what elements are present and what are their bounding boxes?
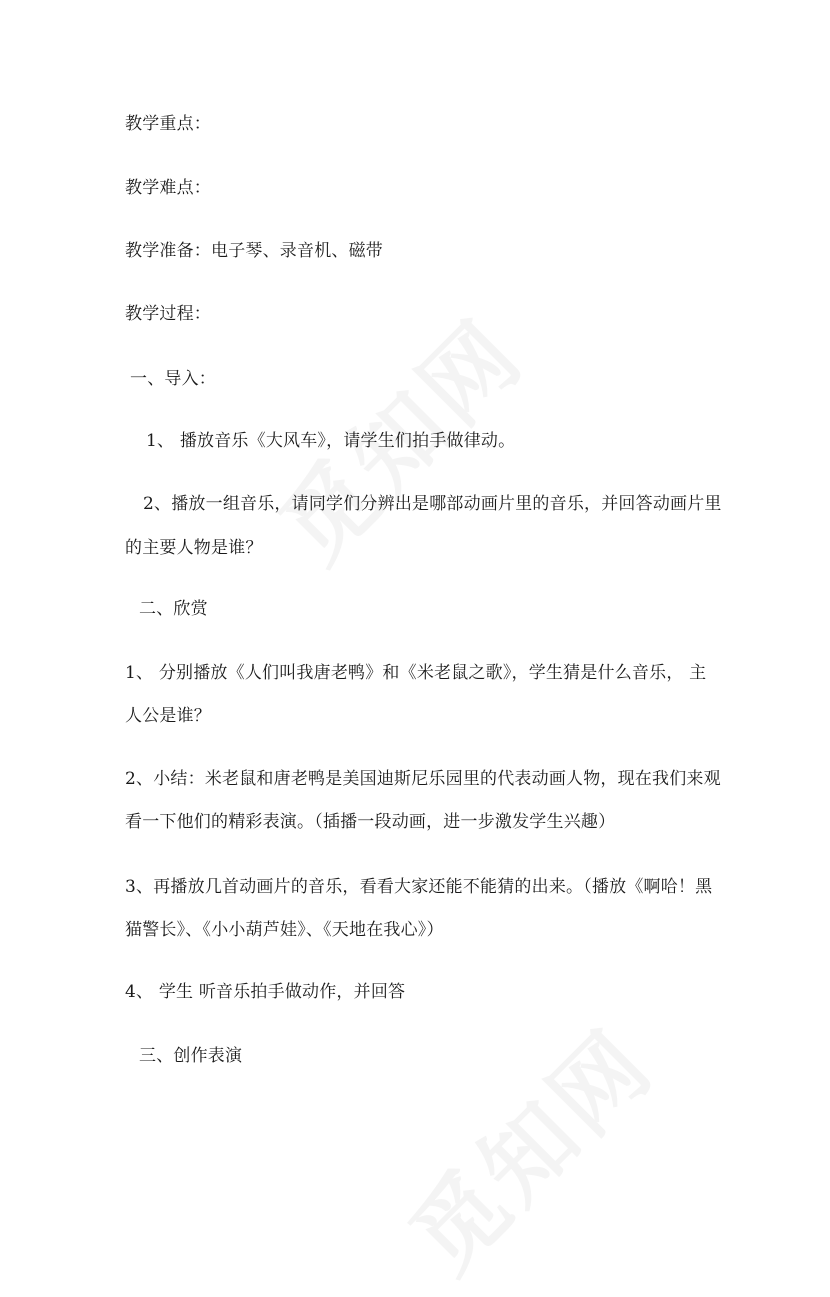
paragraph-line: 1、 播放音乐《大风车》，请学生们拍手做律动。 (146, 431, 516, 451)
paragraph-line: 的主要人物是谁？ (125, 538, 263, 558)
paragraph-line: 2、播放一组音乐，请同学们分辨出是哪部动画片里的音乐，并回答动画片里 (143, 494, 722, 514)
paragraph-line: 猫警长》、《小小葫芦娃》、《天地在我心》） (125, 920, 444, 940)
heading-teaching-process: 教学过程： (125, 304, 211, 324)
section-title-intro: 一、导入： (130, 369, 216, 389)
section-title-appreciation: 二、欣赏 (139, 599, 208, 619)
paragraph-line: 人公是谁？ (125, 706, 211, 726)
paragraph-line: 4、 学生 听音乐拍手做动作，并回答 (125, 982, 406, 1002)
section-title-creative-performance: 三、创作表演 (139, 1046, 243, 1066)
paragraph-line: 1、 分别播放《人们叫我唐老鸭》和《米老鼠之歌》，学生猜是什么音乐， 主 (125, 663, 707, 683)
heading-teaching-focus: 教学重点： (125, 114, 211, 134)
paragraph-line: 看一下他们的精彩表演。（插播一段动画，进一步激发学生兴趣） (125, 812, 616, 832)
paragraph-line: 3、再播放几首动画片的音乐，看看大家还能不能猜的出来。（播放《啊哈！黑 (125, 877, 713, 897)
paragraph-line: 2、小结：米老鼠和唐老鸭是美国迪斯尼乐园里的代表动画人物，现在我们来观 (125, 769, 721, 789)
watermark (376, 995, 677, 1296)
heading-teaching-difficulty: 教学难点： (125, 178, 211, 198)
heading-teaching-preparation: 教学准备：电子琴、录音机、磁带 (125, 241, 383, 261)
